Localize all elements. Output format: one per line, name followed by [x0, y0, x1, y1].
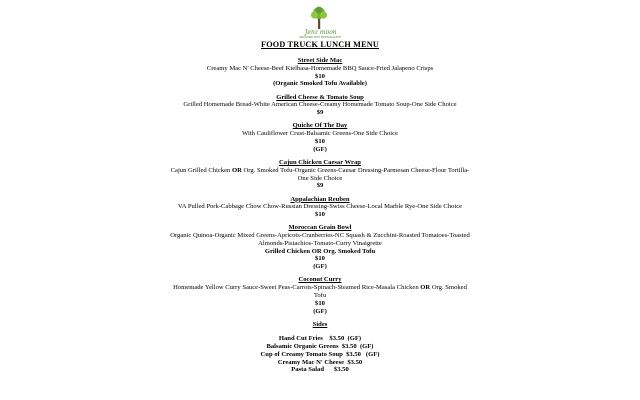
- item-description: [170, 284, 470, 300]
- desc-part: Cajun Grilled Chicken: [170, 166, 232, 174]
- desc-part: Org. Smoked Tofu-Organic Greens-Caesar Dressing-Parmesan Cheese-Flour Tortilla-One Side Choice: [241, 166, 470, 182]
- desc-part: Org. Smoked Tofu: [313, 284, 467, 300]
- item-name: Moroccan Grain Bowl: [288, 224, 352, 232]
- menu-item-appalachian-reuben: [170, 196, 470, 219]
- item-name: Street Side Mac: [297, 57, 343, 64]
- item-description: Grilled Homemade Bread-White American Cheese-Creamy Homemade Tomato Soup-One Side Choice: [183, 101, 457, 109]
- item-note: (GF): [313, 307, 327, 315]
- item-price: $9: [316, 182, 324, 190]
- menu-item-street-side-mac: [170, 57, 470, 88]
- item-description: [170, 167, 470, 183]
- item-name: Cajun Chicken Caesar Wrap: [279, 158, 361, 166]
- desc-or: OR: [231, 166, 242, 174]
- item-price: $10: [315, 211, 325, 219]
- item-description: Creamy Mac N' Cheese-Beef Kielbasa-Homemade BBQ Sauce-Fried Jalapeno Crisps: [206, 64, 434, 72]
- item-name: Coconut Curry: [298, 276, 342, 284]
- side-item: Balsamic Organic Greens $3.50 (GF): [266, 343, 374, 351]
- side-item: Cup of Creamy Tomato Soup $3.50 (GF): [260, 350, 380, 358]
- sides-heading: Sides: [312, 321, 328, 329]
- item-price: $10: [315, 299, 325, 307]
- item-price: $10: [315, 255, 325, 263]
- menu-item-quiche: [170, 122, 470, 153]
- item-name: Grilled Cheese & Tomato Soup: [276, 93, 364, 101]
- side-item: Hand Cut Fries $3.50 (GF): [278, 335, 362, 343]
- menu-item-coconut-curry: [170, 276, 470, 315]
- item-note: (GF): [313, 145, 327, 153]
- item-price: $9: [316, 109, 324, 117]
- logo-tagline: SEASONED WITH MOTHER EARTH: [299, 36, 341, 39]
- item-price: $10: [315, 137, 325, 145]
- logo: [296, 6, 342, 36]
- menu-item-moroccan-bowl: [170, 224, 470, 271]
- item-description: With Cauliflower Crust-Balsamic Greens-One Side Choice: [242, 130, 398, 138]
- item-description: Organic Quinoa-Organic Mixed Greens-Apricots-Cranberries-NC Squash & Zucchini-Roasted Tomatoes-Toasted Almonds-Pistachios-Tomato-Curry Vinaigrette: [170, 232, 470, 247]
- tree-logo-icon: [296, 6, 342, 36]
- menu-item-grilled-cheese: [170, 94, 470, 117]
- item-note: (GF): [313, 263, 327, 271]
- side-item: Pasta Salad $3.50: [291, 366, 349, 374]
- menu-title: FOOD TRUCK LUNCH MENU: [261, 40, 379, 49]
- item-description: VA Pulled Pork-Cabbage Chow Chow-Russian Dressing-Swiss Cheese-Local Marble Rye-One Side Choice: [177, 203, 463, 211]
- desc-or: OR: [420, 284, 431, 292]
- logo-wordmark: Jenz moon: [305, 29, 337, 36]
- menu-item-cajun-wrap: [170, 159, 470, 190]
- sides-list: [170, 335, 470, 374]
- item-option: Grilled Chicken OR Org. Smoked Tofu: [264, 247, 376, 255]
- item-note: (Organic Smoked Tofu Available): [273, 80, 367, 88]
- desc-part: Homemade Yellow Curry Sauce-Sweet Peas-Carrots-Spinach-Steamed Rice-Masala Chicken: [173, 284, 421, 292]
- item-name: Quiche Of The Day: [292, 122, 348, 130]
- item-price: $10: [315, 72, 325, 80]
- side-item: Creamy Mac N' Cheese $3.50: [277, 358, 363, 366]
- menu-body: [170, 57, 470, 374]
- item-name: Appalachian Reuben: [290, 195, 350, 203]
